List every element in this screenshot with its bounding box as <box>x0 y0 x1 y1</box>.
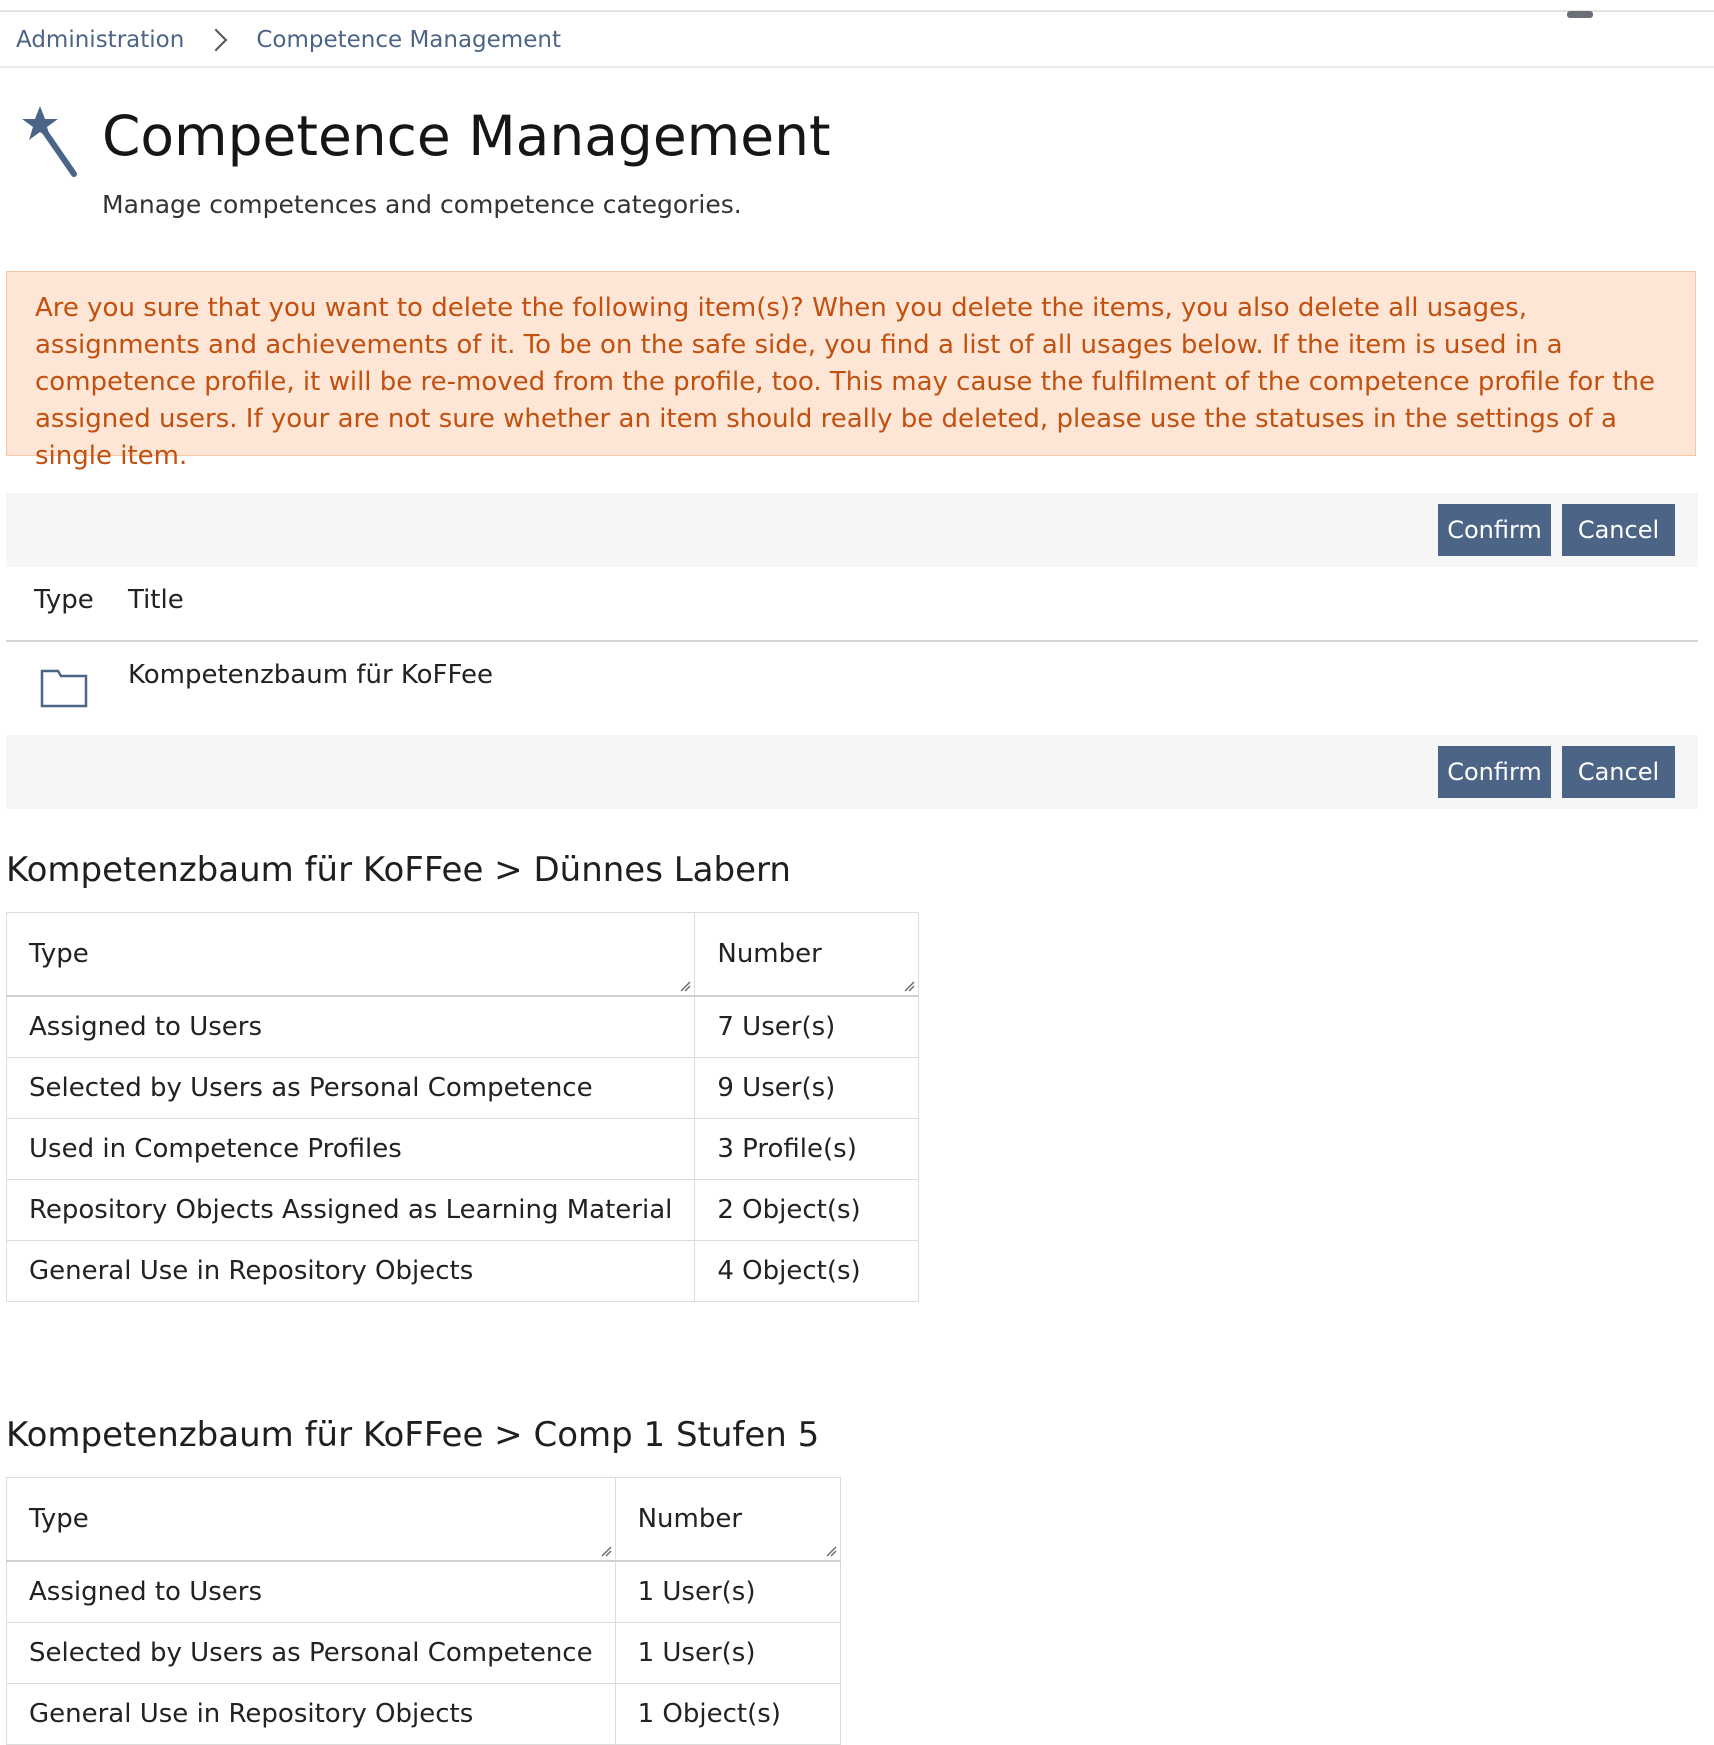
usage-type: Assigned to Users <box>7 1561 616 1623</box>
column-header-number[interactable] <box>695 913 919 997</box>
delete-warning-alert <box>6 271 1696 471</box>
usage-number: 4 Object(s) <box>695 1241 919 1302</box>
resize-grip-icon[interactable] <box>679 980 691 992</box>
column-header-type[interactable] <box>7 1478 616 1562</box>
column-header-label: Number <box>717 939 822 969</box>
table-row <box>7 996 919 1058</box>
breadcrumb <box>16 22 561 58</box>
table-row <box>7 1241 919 1302</box>
column-header-type: Type <box>34 585 94 615</box>
usage-type: Repository Objects Assigned as Learning Material <box>7 1180 695 1241</box>
chevron-right-icon <box>205 29 228 52</box>
table-row <box>7 1623 841 1684</box>
collapse-handle-icon[interactable] <box>1567 11 1593 18</box>
breadcrumb-divider <box>0 66 1714 68</box>
table-header-divider <box>6 640 1698 642</box>
resize-grip-icon[interactable] <box>903 980 915 992</box>
table-row <box>7 1180 919 1241</box>
breadcrumb-administration[interactable]: Administration <box>16 27 185 53</box>
competence-wand-icon <box>18 102 82 182</box>
top-button-bar <box>6 493 1698 567</box>
column-header-label: Type <box>29 939 89 969</box>
column-header-label: Number <box>637 1504 743 1534</box>
top-border <box>0 10 1714 12</box>
column-header-title: Title <box>128 585 184 615</box>
folder-icon <box>40 668 88 708</box>
usage-number: 1 Object(s) <box>615 1684 840 1745</box>
page-title: Competence Management <box>102 104 831 168</box>
usage-type: Selected by Users as Personal Competence <box>7 1623 616 1684</box>
column-header-label: Type <box>29 1504 89 1534</box>
usage-type: General Use in Repository Objects <box>7 1684 616 1745</box>
column-header-number[interactable] <box>615 1478 840 1562</box>
usage-type: General Use in Repository Objects <box>7 1241 695 1302</box>
table-row <box>7 1119 919 1180</box>
item-title: Kompetenzbaum für KoFFee <box>128 660 494 690</box>
breadcrumb-competence-management[interactable]: Competence Management <box>256 27 561 53</box>
confirm-button[interactable]: Confirm <box>1438 504 1551 556</box>
cancel-button[interactable]: Cancel <box>1562 504 1675 556</box>
usage-section-title: Kompetenzbaum für KoFFee > Dünnes Labern <box>6 850 791 890</box>
usage-type: Selected by Users as Personal Competence <box>7 1058 695 1119</box>
usage-table <box>6 912 919 1302</box>
usage-number: 7 User(s) <box>695 996 919 1058</box>
usage-table <box>6 1477 841 1745</box>
resize-grip-icon[interactable] <box>600 1545 612 1557</box>
usage-number: 1 User(s) <box>615 1561 840 1623</box>
column-header-type[interactable] <box>7 913 695 997</box>
table-row <box>7 1684 841 1745</box>
usage-number: 3 Profile(s) <box>695 1119 919 1180</box>
bottom-button-bar <box>6 735 1698 809</box>
usage-number: 9 User(s) <box>695 1058 919 1119</box>
usage-number: 2 Object(s) <box>695 1180 919 1241</box>
usage-section-title: Kompetenzbaum für KoFFee > Comp 1 Stufen 5 <box>6 1415 820 1455</box>
usage-type: Used in Competence Profiles <box>7 1119 695 1180</box>
table-row <box>7 1561 841 1623</box>
table-row <box>7 1058 919 1119</box>
usage-number: 1 User(s) <box>615 1623 840 1684</box>
resize-grip-icon[interactable] <box>825 1545 837 1557</box>
alert-text: Are you sure that you want to delete the following item(s)? When you delete the items, you also delete all usages, assignments and achievements of it. To be on the safe side, you find a list of all usages below. If the item is used in a competence profile, it will be re-moved from the profile, too. This may cause the fulfilment of the competence profile for the assigned users. If your are not sure whether an item should really be deleted, please use the statuses in the settings of a single item. <box>35 293 1655 471</box>
usage-type: Assigned to Users <box>7 996 695 1058</box>
confirm-button[interactable]: Confirm <box>1438 746 1551 798</box>
cancel-button[interactable]: Cancel <box>1562 746 1675 798</box>
page-description: Manage competences and competence categories. <box>102 190 742 219</box>
